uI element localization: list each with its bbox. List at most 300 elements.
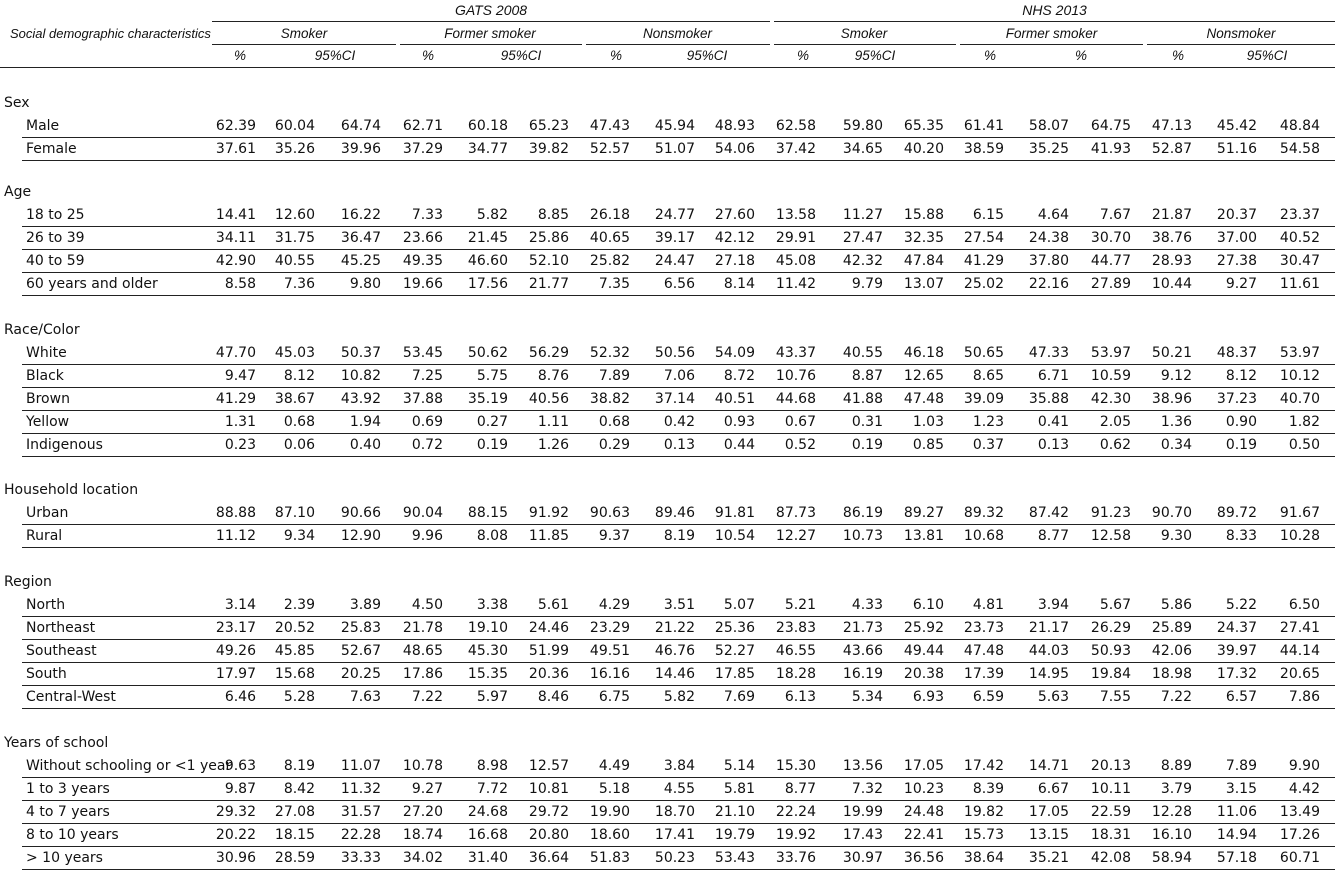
table-cell: 43.37 xyxy=(775,345,816,361)
table-cell: 5.81 xyxy=(723,781,755,797)
table-cell: 5.28 xyxy=(283,689,315,705)
table-cell: 9.37 xyxy=(598,528,630,544)
row-label: Without schooling or <1 year xyxy=(26,758,232,774)
table-cell: 8.19 xyxy=(283,758,315,774)
table-cell: 8.19 xyxy=(663,528,695,544)
table-cell: 0.72 xyxy=(411,437,443,453)
table-cell: 16.10 xyxy=(1151,827,1192,843)
subhead-ci: 95%CI xyxy=(314,48,356,63)
row-label: Northeast xyxy=(26,620,96,636)
table-cell: 39.17 xyxy=(654,230,695,246)
table-cell: 17.86 xyxy=(402,666,443,682)
table-cell: 12.28 xyxy=(1151,804,1192,820)
group-rule xyxy=(586,44,770,45)
table-cell: 32.35 xyxy=(903,230,944,246)
table-cell: 44.03 xyxy=(1028,643,1069,659)
table-cell: 10.68 xyxy=(963,528,1004,544)
table-cell: 47.84 xyxy=(903,253,944,269)
table-cell: 29.72 xyxy=(528,804,569,820)
table-cell: 20.25 xyxy=(340,666,381,682)
table-cell: 7.89 xyxy=(1225,758,1257,774)
table-cell: 40.56 xyxy=(528,391,569,407)
table-cell: 37.29 xyxy=(402,141,443,157)
header-bottom-rule xyxy=(0,67,1335,68)
row-rule xyxy=(22,708,1335,709)
table-cell: 19.84 xyxy=(1090,666,1131,682)
table-cell: 52.32 xyxy=(589,345,630,361)
row-label: 8 to 10 years xyxy=(26,827,119,843)
table-cell: 51.83 xyxy=(589,850,630,866)
table-cell: 17.05 xyxy=(1028,804,1069,820)
table-cell: 6.15 xyxy=(972,207,1004,223)
table-cell: 15.88 xyxy=(903,207,944,223)
table-cell: 20.52 xyxy=(274,620,315,636)
table-cell: 21.17 xyxy=(1028,620,1069,636)
table-cell: 35.26 xyxy=(274,141,315,157)
table-cell: 12.57 xyxy=(528,758,569,774)
table-cell: 21.45 xyxy=(467,230,508,246)
table-cell: 52.57 xyxy=(589,141,630,157)
table-cell: 8.98 xyxy=(476,758,508,774)
table-cell: 25.83 xyxy=(340,620,381,636)
table-cell: 5.67 xyxy=(1099,597,1131,613)
row-label: 60 years and older xyxy=(26,276,158,292)
table-cell: 13.49 xyxy=(1279,804,1320,820)
table-cell: 2.39 xyxy=(283,597,315,613)
table-cell: 7.55 xyxy=(1099,689,1131,705)
table-cell: 48.84 xyxy=(1279,118,1320,134)
table-cell: 50.23 xyxy=(654,850,695,866)
row-label: Yellow xyxy=(26,414,70,430)
table-cell: 0.31 xyxy=(851,414,883,430)
row-rule xyxy=(22,295,1335,296)
table-cell: 9.63 xyxy=(224,758,256,774)
table-cell: 0.40 xyxy=(349,437,381,453)
table-cell: 5.22 xyxy=(1225,597,1257,613)
table-cell: 50.37 xyxy=(340,345,381,361)
table-cell: 47.48 xyxy=(903,391,944,407)
table-cell: 42.12 xyxy=(714,230,755,246)
section-title: Years of school xyxy=(4,735,109,751)
table-cell: 20.38 xyxy=(903,666,944,682)
table-cell: 91.23 xyxy=(1090,505,1131,521)
table-cell: 3.38 xyxy=(476,597,508,613)
table-cell: 40.55 xyxy=(274,253,315,269)
table-cell: 5.21 xyxy=(784,597,816,613)
table-cell: 11.06 xyxy=(1216,804,1257,820)
table-cell: 11.12 xyxy=(215,528,256,544)
table-cell: 6.57 xyxy=(1225,689,1257,705)
table-cell: 23.66 xyxy=(402,230,443,246)
table-cell: 7.89 xyxy=(598,368,630,384)
table-cell: 20.22 xyxy=(215,827,256,843)
table-cell: 89.72 xyxy=(1216,505,1257,521)
table-cell: 47.33 xyxy=(1028,345,1069,361)
table-cell: 44.77 xyxy=(1090,253,1131,269)
table-cell: 24.77 xyxy=(654,207,695,223)
survey-header-gats: GATS 2008 xyxy=(454,2,528,18)
table-cell: 35.19 xyxy=(467,391,508,407)
table-cell: 20.80 xyxy=(528,827,569,843)
table-cell: 22.41 xyxy=(903,827,944,843)
table-cell: 8.33 xyxy=(1225,528,1257,544)
subhead-percent: % xyxy=(421,48,434,63)
table-cell: 7.35 xyxy=(598,276,630,292)
table-cell: 3.14 xyxy=(224,597,256,613)
group-header: Nonsmoker xyxy=(1206,26,1276,41)
table-cell: 90.70 xyxy=(1151,505,1192,521)
row-rule xyxy=(22,456,1335,457)
table-cell: 7.33 xyxy=(411,207,443,223)
table-cell: 86.19 xyxy=(842,505,883,521)
table-cell: 9.27 xyxy=(411,781,443,797)
table-cell: 22.59 xyxy=(1090,804,1131,820)
table-cell: 90.66 xyxy=(340,505,381,521)
table-cell: 33.76 xyxy=(775,850,816,866)
table-cell: 9.34 xyxy=(283,528,315,544)
table-cell: 42.90 xyxy=(215,253,256,269)
table-cell: 40.70 xyxy=(1279,391,1320,407)
table-cell: 8.58 xyxy=(224,276,256,292)
table-cell: 4.42 xyxy=(1288,781,1320,797)
table-cell: 45.25 xyxy=(340,253,381,269)
table-cell: 3.84 xyxy=(663,758,695,774)
table-cell: 16.22 xyxy=(340,207,381,223)
table-cell: 53.97 xyxy=(1090,345,1131,361)
table-cell: 49.51 xyxy=(589,643,630,659)
top-rule-nhs xyxy=(774,21,1335,22)
table-cell: 18.70 xyxy=(654,804,695,820)
table-cell: 51.99 xyxy=(528,643,569,659)
table-cell: 91.81 xyxy=(714,505,755,521)
table-cell: 42.30 xyxy=(1090,391,1131,407)
table-cell: 7.72 xyxy=(476,781,508,797)
table-cell: 35.88 xyxy=(1028,391,1069,407)
table-cell: 7.69 xyxy=(723,689,755,705)
subhead-ci: % xyxy=(1074,48,1087,63)
table-cell: 0.93 xyxy=(723,414,755,430)
table-cell: 45.85 xyxy=(274,643,315,659)
table-cell: 50.21 xyxy=(1151,345,1192,361)
table-cell: 35.25 xyxy=(1028,141,1069,157)
table-cell: 37.42 xyxy=(775,141,816,157)
table-cell: 17.85 xyxy=(714,666,755,682)
table-cell: 8.46 xyxy=(537,689,569,705)
table-cell: 18.98 xyxy=(1151,666,1192,682)
group-header: Smoker xyxy=(280,26,328,41)
section-title: Sex xyxy=(4,95,30,111)
table-cell: 9.27 xyxy=(1225,276,1257,292)
table-cell: 17.39 xyxy=(963,666,1004,682)
table-cell: 8.87 xyxy=(851,368,883,384)
table-cell: 37.23 xyxy=(1216,391,1257,407)
subhead-ci: 95%CI xyxy=(500,48,542,63)
table-cell: 8.12 xyxy=(283,368,315,384)
table-cell: 21.78 xyxy=(402,620,443,636)
row-label: 26 to 39 xyxy=(26,230,85,246)
table-cell: 38.76 xyxy=(1151,230,1192,246)
row-label: 40 to 59 xyxy=(26,253,85,269)
table-cell: 6.75 xyxy=(598,689,630,705)
table-cell: 57.18 xyxy=(1216,850,1257,866)
group-rule xyxy=(774,44,956,45)
table-cell: 22.28 xyxy=(340,827,381,843)
table-cell: 17.05 xyxy=(903,758,944,774)
group-rule xyxy=(1147,44,1335,45)
row-label: Urban xyxy=(26,505,69,521)
table-cell: 0.62 xyxy=(1099,437,1131,453)
table-cell: 40.55 xyxy=(842,345,883,361)
table-cell: 41.88 xyxy=(842,391,883,407)
table-cell: 15.35 xyxy=(467,666,508,682)
table-cell: 24.46 xyxy=(528,620,569,636)
table-cell: 3.89 xyxy=(349,597,381,613)
table-cell: 4.64 xyxy=(1037,207,1069,223)
table-cell: 34.77 xyxy=(467,141,508,157)
table-cell: 13.15 xyxy=(1028,827,1069,843)
table-cell: 41.93 xyxy=(1090,141,1131,157)
table-cell: 19.10 xyxy=(467,620,508,636)
table-cell: 46.55 xyxy=(775,643,816,659)
table-cell: 49.26 xyxy=(215,643,256,659)
table-cell: 62.58 xyxy=(775,118,816,134)
table-cell: 21.10 xyxy=(714,804,755,820)
table-cell: 10.44 xyxy=(1151,276,1192,292)
table-cell: 0.50 xyxy=(1288,437,1320,453)
table-cell: 52.87 xyxy=(1151,141,1192,157)
table-cell: 5.75 xyxy=(476,368,508,384)
table-cell: 21.73 xyxy=(842,620,883,636)
table-cell: 17.41 xyxy=(654,827,695,843)
table-cell: 19.90 xyxy=(589,804,630,820)
table-cell: 17.26 xyxy=(1279,827,1320,843)
table-cell: 44.14 xyxy=(1279,643,1320,659)
table-cell: 13.58 xyxy=(775,207,816,223)
table-cell: 45.42 xyxy=(1216,118,1257,134)
table-cell: 45.03 xyxy=(274,345,315,361)
table-cell: 8.77 xyxy=(1037,528,1069,544)
table-cell: 7.22 xyxy=(1160,689,1192,705)
table-cell: 90.63 xyxy=(589,505,630,521)
table-cell: 27.41 xyxy=(1279,620,1320,636)
table-cell: 60.71 xyxy=(1279,850,1320,866)
table-cell: 53.45 xyxy=(402,345,443,361)
table-cell: 8.77 xyxy=(784,781,816,797)
table-cell: 20.36 xyxy=(528,666,569,682)
table-cell: 60.18 xyxy=(467,118,508,134)
row-label: Central-West xyxy=(26,689,116,705)
table-cell: 5.14 xyxy=(723,758,755,774)
row-label: Female xyxy=(26,141,77,157)
table-cell: 24.37 xyxy=(1216,620,1257,636)
table-cell: 41.29 xyxy=(215,391,256,407)
table-cell: 37.80 xyxy=(1028,253,1069,269)
table-cell: 1.82 xyxy=(1288,414,1320,430)
table-cell: 44.68 xyxy=(775,391,816,407)
table-cell: 10.11 xyxy=(1090,781,1131,797)
table-cell: 4.55 xyxy=(663,781,695,797)
table-cell: 22.16 xyxy=(1028,276,1069,292)
table-cell: 8.12 xyxy=(1225,368,1257,384)
group-rule xyxy=(400,44,582,45)
table-cell: 0.67 xyxy=(784,414,816,430)
table-cell: 0.42 xyxy=(663,414,695,430)
table-cell: 10.78 xyxy=(402,758,443,774)
table-cell: 4.81 xyxy=(972,597,1004,613)
table-cell: 19.99 xyxy=(842,804,883,820)
table-cell: 0.29 xyxy=(598,437,630,453)
table-cell: 23.73 xyxy=(963,620,1004,636)
table-cell: 6.10 xyxy=(912,597,944,613)
table-cell: 27.38 xyxy=(1216,253,1257,269)
table-cell: 20.13 xyxy=(1090,758,1131,774)
table-cell: 30.70 xyxy=(1090,230,1131,246)
subhead-percent: % xyxy=(233,48,246,63)
table-cell: 27.54 xyxy=(963,230,1004,246)
table-cell: 12.27 xyxy=(775,528,816,544)
table-cell: 5.86 xyxy=(1160,597,1192,613)
table-cell: 7.36 xyxy=(283,276,315,292)
row-rule xyxy=(22,869,1335,870)
table-cell: 30.97 xyxy=(842,850,883,866)
table-cell: 87.10 xyxy=(274,505,315,521)
table-cell: 87.73 xyxy=(775,505,816,521)
table-cell: 13.81 xyxy=(903,528,944,544)
table-cell: 60.04 xyxy=(274,118,315,134)
table-cell: 34.02 xyxy=(402,850,443,866)
table-cell: 14.95 xyxy=(1028,666,1069,682)
table-cell: 33.33 xyxy=(340,850,381,866)
table-cell: 31.57 xyxy=(340,804,381,820)
table-cell: 2.05 xyxy=(1099,414,1131,430)
table-cell: 39.82 xyxy=(528,141,569,157)
row-rule xyxy=(22,547,1335,548)
table-cell: 9.87 xyxy=(224,781,256,797)
table-cell: 24.47 xyxy=(654,253,695,269)
table-cell: 21.22 xyxy=(654,620,695,636)
table-cell: 0.13 xyxy=(1037,437,1069,453)
subhead-ci: 95%CI xyxy=(686,48,728,63)
table-cell: 6.13 xyxy=(784,689,816,705)
table-cell: 17.43 xyxy=(842,827,883,843)
table-cell: 9.12 xyxy=(1160,368,1192,384)
table-cell: 25.82 xyxy=(589,253,630,269)
table-cell: 15.30 xyxy=(775,758,816,774)
table-cell: 12.58 xyxy=(1090,528,1131,544)
section-title: Household location xyxy=(4,482,139,498)
table-cell: 25.89 xyxy=(1151,620,1192,636)
table-cell: 6.56 xyxy=(663,276,695,292)
table-cell: 27.60 xyxy=(714,207,755,223)
table-cell: 0.90 xyxy=(1225,414,1257,430)
table-cell: 28.93 xyxy=(1151,253,1192,269)
table-cell: 5.82 xyxy=(476,207,508,223)
table-cell: 65.35 xyxy=(903,118,944,134)
table-cell: 18.31 xyxy=(1090,827,1131,843)
group-header: Former smoker xyxy=(444,26,536,41)
table-cell: 17.42 xyxy=(963,758,1004,774)
table-cell: 3.51 xyxy=(663,597,695,613)
table-cell: 14.41 xyxy=(215,207,256,223)
table-cell: 0.44 xyxy=(723,437,755,453)
table-cell: 8.08 xyxy=(476,528,508,544)
table-cell: 62.71 xyxy=(402,118,443,134)
table-cell: 89.46 xyxy=(654,505,695,521)
table-cell: 5.82 xyxy=(663,689,695,705)
table-cell: 17.97 xyxy=(215,666,256,682)
table-cell: 7.06 xyxy=(663,368,695,384)
row-header-label: Social demographic characteristics xyxy=(10,26,211,41)
table-cell: 9.79 xyxy=(851,276,883,292)
table-cell: 45.94 xyxy=(654,118,695,134)
table-cell: 21.77 xyxy=(528,276,569,292)
table-cell: 45.08 xyxy=(775,253,816,269)
row-label: Black xyxy=(26,368,64,384)
table-cell: 18.28 xyxy=(775,666,816,682)
table-cell: 40.52 xyxy=(1279,230,1320,246)
table-cell: 39.96 xyxy=(340,141,381,157)
table-cell: 4.33 xyxy=(851,597,883,613)
table-cell: 18.60 xyxy=(589,827,630,843)
table-cell: 8.85 xyxy=(537,207,569,223)
row-label: Indigenous xyxy=(26,437,103,453)
table-cell: 7.63 xyxy=(349,689,381,705)
table-cell: 20.37 xyxy=(1216,207,1257,223)
table-cell: 1.11 xyxy=(537,414,569,430)
table-cell: 0.52 xyxy=(784,437,816,453)
table-cell: 30.96 xyxy=(215,850,256,866)
table-cell: 42.08 xyxy=(1090,850,1131,866)
table-cell: 25.92 xyxy=(903,620,944,636)
table-cell: 50.62 xyxy=(467,345,508,361)
table-cell: 9.47 xyxy=(224,368,256,384)
table-cell: 6.59 xyxy=(972,689,1004,705)
table-cell: 54.09 xyxy=(714,345,755,361)
row-label: Southeast xyxy=(26,643,97,659)
table-cell: 37.88 xyxy=(402,391,443,407)
table-cell: 36.64 xyxy=(528,850,569,866)
table-cell: 27.89 xyxy=(1090,276,1131,292)
table-cell: 65.23 xyxy=(528,118,569,134)
table-cell: 19.66 xyxy=(402,276,443,292)
table-cell: 12.90 xyxy=(340,528,381,544)
table-cell: 53.97 xyxy=(1279,345,1320,361)
table-cell: 23.37 xyxy=(1279,207,1320,223)
table-cell: 64.75 xyxy=(1090,118,1131,134)
table-cell: 11.85 xyxy=(528,528,569,544)
table-cell: 7.67 xyxy=(1099,207,1131,223)
table-cell: 34.65 xyxy=(842,141,883,157)
table-cell: 38.64 xyxy=(963,850,1004,866)
group-header: Former smoker xyxy=(1005,26,1098,41)
table-cell: 8.72 xyxy=(723,368,755,384)
table-cell: 38.82 xyxy=(589,391,630,407)
table-cell: 6.46 xyxy=(224,689,256,705)
table-cell: 1.94 xyxy=(349,414,381,430)
table-cell: 5.18 xyxy=(598,781,630,797)
table-cell: 23.29 xyxy=(589,620,630,636)
table-cell: 14.94 xyxy=(1216,827,1257,843)
table-cell: 17.32 xyxy=(1216,666,1257,682)
row-label: South xyxy=(26,666,67,682)
table-cell: 30.47 xyxy=(1279,253,1320,269)
table-cell: 24.38 xyxy=(1028,230,1069,246)
table-cell: 0.19 xyxy=(476,437,508,453)
table-cell: 40.65 xyxy=(589,230,630,246)
table-cell: 23.83 xyxy=(775,620,816,636)
table-cell: 9.30 xyxy=(1160,528,1192,544)
table-cell: 5.63 xyxy=(1037,689,1069,705)
